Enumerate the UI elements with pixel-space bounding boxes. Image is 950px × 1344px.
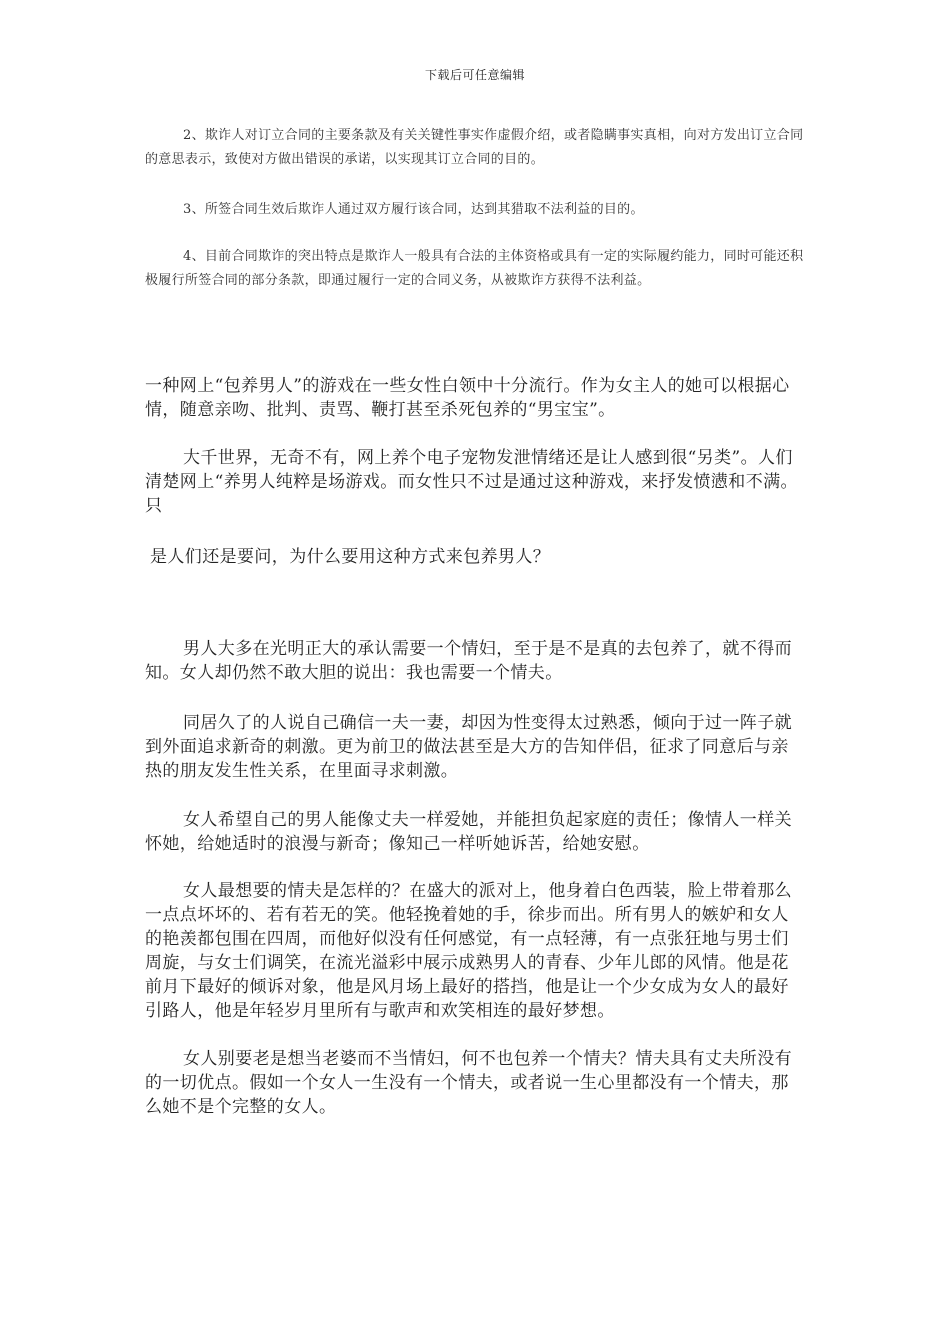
body-paragraph-8: 女人别要老是想当老婆而不当情妇，何不也包养一个情夫？情夫具有丈夫所没有的一切优点。假如一个女人一生没有一个情夫，或者说一生心里都没有一个情夫，那么她不是个完整的女人。 (145, 1049, 792, 1117)
body-paragraph-6: 女人希望自己的男人能像丈夫一样爱她，并能担负起家庭的责任；像情人一样关怀她，给她适时的浪漫与新奇；像知己一样听她诉苦，给她安慰。 (145, 810, 792, 854)
body-paragraph-2: 大千世界，无奇不有，网上养个电子宠物发泄情绪还是让人感到很“另类”。人们清楚网上“养男人纯粹是场游戏。而女性只不过是通过这种游戏，来抒发愤懑和不满。只 (145, 448, 798, 516)
body-paragraph-7: 女人最想要的情夫是怎样的？在盛大的派对上，他身着白色西装，脸上带着那么一点点坏坏的、若有若无的笑。他轻挽着她的手，徐步而出。所有男人的嫉妒和女人的艳羡都包围在四周，而他好似没有任何感觉，有一点轻薄，有一点张狂地与男士们周旋，与女士们调笑，在流光溢彩中展示成熟男人的青春、少年儿郎的风情。他是花前月下最好的倾诉对象，他是风月场上最好的搭挡，他是让一个少女成为女人的最好引路人，他是年轻岁月里所有与歌声和欢笑相连的最好梦想。 (145, 881, 792, 1021)
body-paragraph-1: 一种网上“包养男人”的游戏在一些女性白领中十分流行。作为女主人的她可以根据心情，随意亲吻、批判、责骂、鞭打甚至杀死包养的“男宝宝”。 (145, 376, 790, 420)
body-paragraph-5: 同居久了的人说自己确信一夫一妻，却因为性变得太过熟悉，倾向于过一阵子就到外面追求新奇的刺激。更为前卫的做法甚至是大方的告知伴侣，征求了同意后与亲热的朋友发生性关系，在里面寻求刺激。 (145, 713, 792, 781)
contract-point-4: 4、目前合同欺诈的突出特点是欺诈人一般具有合法的主体资格或具有一定的实际履约能力，同时可能还积极履行所签合同的部分条款，即通过履行一定的合同义务，从被欺诈方获得不法利益。 (145, 249, 804, 288)
body-paragraph-3: 是人们还是要问，为什么要用这种方式来包养男人？ (150, 547, 551, 567)
page-header: 下载后可任意编辑 (424, 68, 525, 82)
contract-point-2: 2、欺诈人对订立合同的主要条款及有关关键性事实作虚假介绍，或者隐瞒事实真相，向对方发出订立合同的意思表示，致使对方做出错误的承诺，以实现其订立合同的目的。 (145, 128, 804, 167)
body-paragraph-4: 男人大多在光明正大的承认需要一个情妇，至于是不是真的去包养了，就不得而知。女人却仍然不敢大胆的说出：我也需要一个情夫。 (145, 639, 792, 683)
contract-point-3: 3、所签合同生效后欺诈人通过双方履行该合同，达到其猎取不法利益的目的。 (183, 202, 644, 217)
